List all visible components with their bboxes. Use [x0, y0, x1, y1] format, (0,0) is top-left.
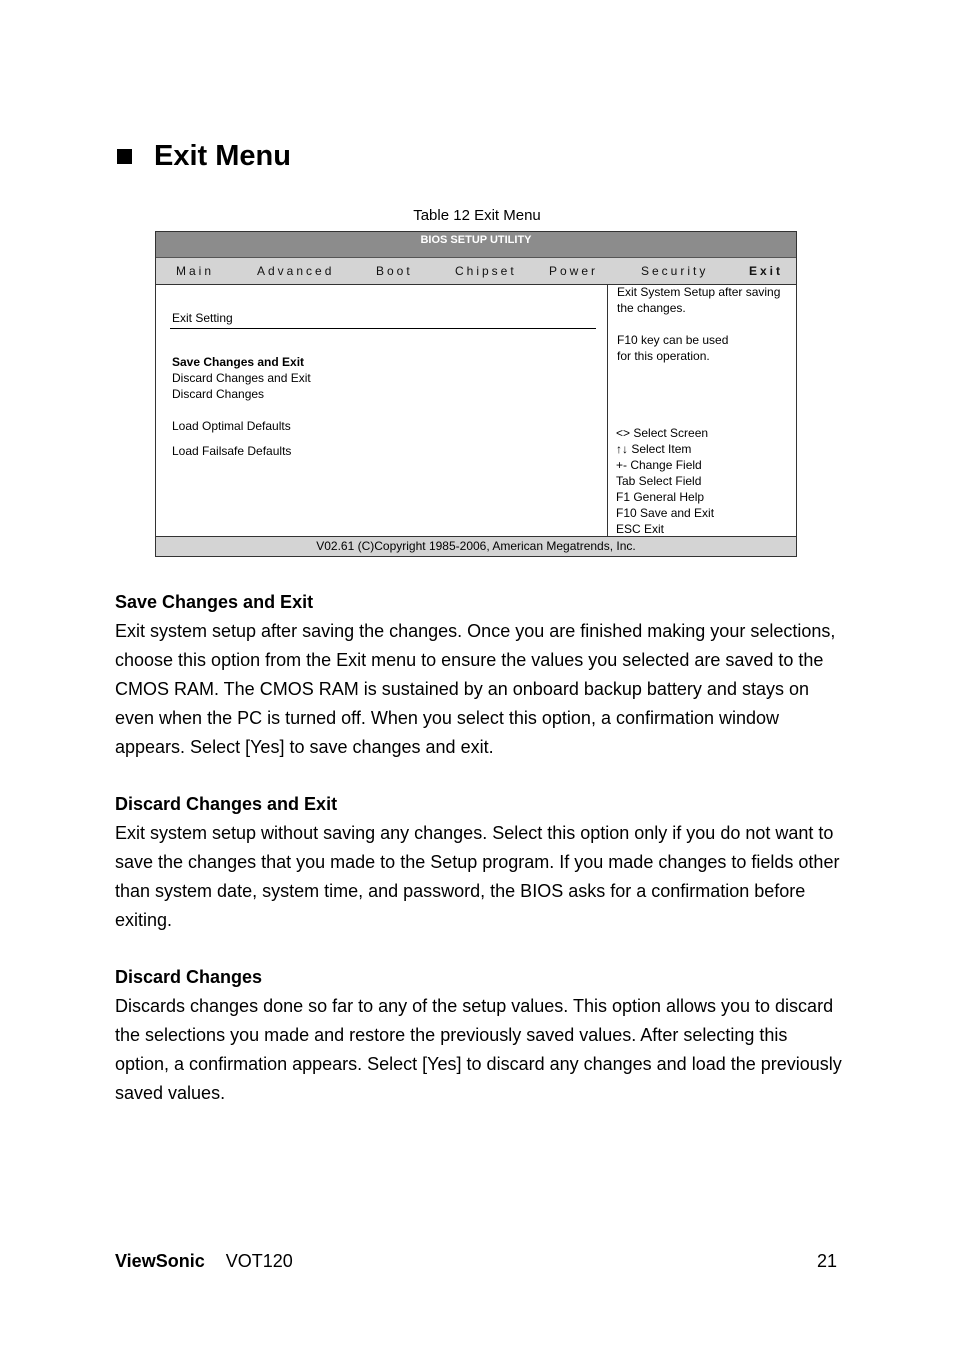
option-load-failsafe-defaults[interactable]: Load Failsafe Defaults — [172, 444, 292, 458]
bios-menu-main[interactable]: Main — [176, 264, 215, 278]
page-number: 21 — [816, 1251, 837, 1271]
key-hint: F1 General Help — [616, 490, 705, 504]
option-discard-changes-exit[interactable]: Discard Changes and Exit — [172, 371, 311, 385]
key-hint: F10 Save and Exit — [616, 506, 715, 520]
bios-options-pane — [156, 285, 607, 538]
bios-menu-chipset[interactable]: Chipset — [455, 264, 517, 278]
option-load-optimal-defaults[interactable]: Load Optimal Defaults — [172, 419, 291, 433]
bios-help-pane — [608, 285, 796, 538]
option-save-changes-exit[interactable]: Save Changes and Exit — [172, 355, 305, 369]
section-title: Save Changes and Exit — [115, 592, 314, 612]
section-body: Exit system setup without saving any changes. Select this option only if you do not want to save the changes that you made to the Setup program. If you made changes to fields other than system date, system time, and password, the BIOS asks for a confirmation before exiting. — [115, 823, 840, 930]
exit-setting-label: Exit Setting — [172, 311, 233, 325]
section-discard-changes-exit — [115, 790, 845, 935]
bios-menu-security[interactable]: Security — [641, 264, 709, 278]
page-heading — [117, 140, 291, 173]
bios-screenshot — [155, 231, 797, 557]
bullet-square-icon — [117, 149, 132, 164]
brand-name: ViewSonic — [115, 1251, 205, 1271]
section-save-changes-exit — [115, 588, 845, 762]
key-hint: Tab Select Field — [616, 474, 702, 488]
help-text-line: the changes. — [617, 301, 686, 315]
help-text-line: for this operation. — [617, 349, 710, 363]
group-divider — [170, 328, 596, 329]
bios-title-bar: BIOS SETUP UTILITY — [156, 232, 796, 258]
help-text-line: Exit System Setup after saving — [617, 285, 781, 299]
bios-menu-exit[interactable]: Exit — [749, 264, 784, 278]
bios-copyright-bar: V02.61 (C)Copyright 1985-2006, American Megatrends, Inc. — [156, 536, 796, 556]
help-text-line: F10 key can be used — [617, 333, 729, 347]
section-title: Discard Changes — [115, 967, 263, 987]
page-title: Exit Menu — [154, 140, 291, 172]
page-footer — [115, 1251, 837, 1272]
option-discard-changes[interactable]: Discard Changes — [172, 387, 265, 401]
section-title: Discard Changes and Exit — [115, 794, 338, 814]
key-hint: <> Select Screen — [616, 426, 709, 440]
key-hint: +- Change Field — [616, 458, 702, 472]
key-hint: ESC Exit — [616, 522, 665, 536]
section-body: Exit system setup after saving the changes. Once you are finished making your selections, choose this option from the Exit menu to ensure the values you selected are saved to the CMOS RAM. The CMOS RAM is sustained by an onboard backup battery and stays on even when the PC is turned off. When you select this option, a confirmation window appears. Select [Yes] to save changes and exit. — [115, 621, 836, 757]
key-hint: ↑↓ Select Item — [616, 442, 692, 456]
bios-menu-boot[interactable]: Boot — [376, 264, 413, 278]
bios-menu-advanced[interactable]: Advanced — [257, 264, 335, 278]
bios-menu-power[interactable]: Power — [549, 264, 599, 278]
table-caption: Table 12 Exit Menu — [413, 207, 541, 224]
model-name: VOT120 — [225, 1251, 293, 1271]
section-body: Discards changes done so far to any of the setup values. This option allows you to discard the selections you made and restore the previously saved values. After selecting this option, a confirmation appears. Select [Yes] to discard any changes and load the previously saved values. — [115, 996, 842, 1103]
section-discard-changes — [115, 963, 845, 1108]
bios-menu-bar — [156, 258, 796, 285]
